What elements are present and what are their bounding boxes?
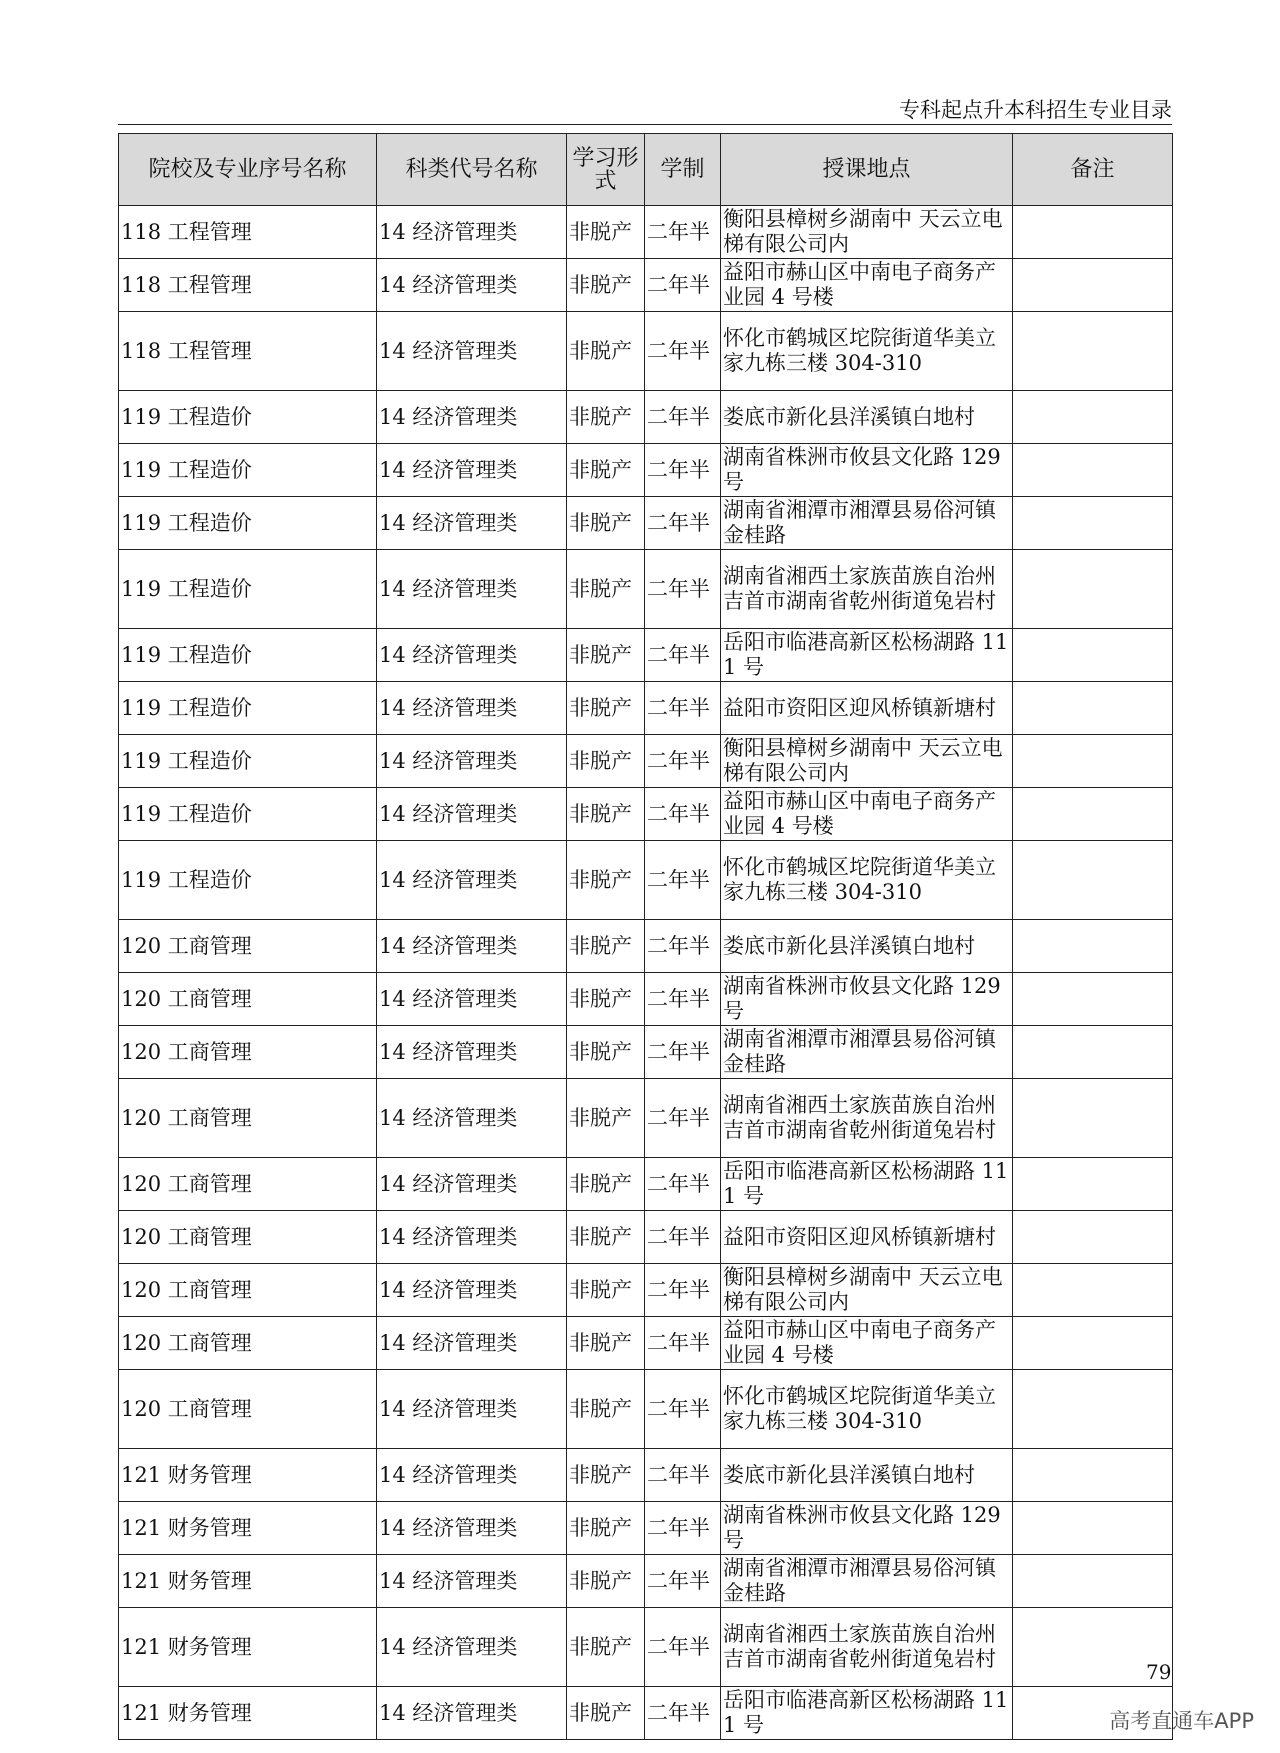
cell-major: 121 财务管理 xyxy=(119,1608,377,1687)
cell-major: 120 工商管理 xyxy=(119,920,377,973)
cell-category: 14 经济管理类 xyxy=(377,391,567,444)
cell-major: 119 工程造价 xyxy=(119,497,377,550)
cell-study-form: 非脱产 xyxy=(567,444,645,497)
cell-location: 湖南省株洲市攸县文化路 129 号 xyxy=(721,444,1013,497)
table-row xyxy=(119,920,1173,973)
table-row xyxy=(119,1449,1173,1502)
column-header-location: 授课地点 xyxy=(721,134,1013,206)
cell-category: 14 经济管理类 xyxy=(377,629,567,682)
cell-study-form: 非脱产 xyxy=(567,1264,645,1317)
cell-duration: 二年半 xyxy=(645,1211,721,1264)
cell-note xyxy=(1013,312,1173,391)
table-row xyxy=(119,841,1173,920)
cell-major: 120 工商管理 xyxy=(119,1211,377,1264)
cell-location: 衡阳县樟树乡湖南中 天云立电梯有限公司内 xyxy=(721,735,1013,788)
table-row xyxy=(119,1317,1173,1370)
cell-location: 湖南省湘潭市湘潭县易俗河镇金桂路 xyxy=(721,1026,1013,1079)
cell-major: 120 工商管理 xyxy=(119,1317,377,1370)
cell-location: 益阳市赫山区中南电子商务产业园 4 号楼 xyxy=(721,1317,1013,1370)
cell-note xyxy=(1013,1158,1173,1211)
cell-category: 14 经济管理类 xyxy=(377,497,567,550)
cell-location: 湖南省湘潭市湘潭县易俗河镇金桂路 xyxy=(721,497,1013,550)
cell-major: 120 工商管理 xyxy=(119,1370,377,1449)
page-header-title: 专科起点升本科招生专业目录 xyxy=(899,98,1172,122)
cell-study-form: 非脱产 xyxy=(567,1449,645,1502)
table-row xyxy=(119,259,1173,312)
cell-category: 14 经济管理类 xyxy=(377,1026,567,1079)
cell-study-form: 非脱产 xyxy=(567,629,645,682)
cell-category: 14 经济管理类 xyxy=(377,1449,567,1502)
catalog-table xyxy=(118,133,1173,1740)
cell-major: 120 工商管理 xyxy=(119,973,377,1026)
cell-study-form: 非脱产 xyxy=(567,391,645,444)
cell-category: 14 经济管理类 xyxy=(377,312,567,391)
cell-study-form: 非脱产 xyxy=(567,788,645,841)
cell-location: 湖南省湘西土家族苗族自治州吉首市湖南省乾州街道兔岩村 xyxy=(721,1079,1013,1158)
cell-category: 14 经济管理类 xyxy=(377,1555,567,1608)
table-header-row xyxy=(119,134,1173,206)
cell-major: 119 工程造价 xyxy=(119,682,377,735)
cell-note xyxy=(1013,1317,1173,1370)
cell-duration: 二年半 xyxy=(645,497,721,550)
cell-category: 14 经济管理类 xyxy=(377,259,567,312)
cell-location: 益阳市赫山区中南电子商务产业园 4 号楼 xyxy=(721,788,1013,841)
cell-major: 118 工程管理 xyxy=(119,259,377,312)
cell-location: 益阳市赫山区中南电子商务产业园 4 号楼 xyxy=(721,259,1013,312)
cell-location: 岳阳市临港高新区松杨湖路 111 号 xyxy=(721,1158,1013,1211)
table-row xyxy=(119,629,1173,682)
column-header-study-form: 学习形式 xyxy=(567,134,645,206)
cell-location: 益阳市资阳区迎风桥镇新塘村 xyxy=(721,682,1013,735)
table-row xyxy=(119,1158,1173,1211)
cell-major: 121 财务管理 xyxy=(119,1687,377,1740)
cell-major: 121 财务管理 xyxy=(119,1502,377,1555)
cell-location: 娄底市新化县洋溪镇白地村 xyxy=(721,920,1013,973)
cell-category: 14 经济管理类 xyxy=(377,1211,567,1264)
cell-major: 119 工程造价 xyxy=(119,788,377,841)
cell-location: 娄底市新化县洋溪镇白地村 xyxy=(721,391,1013,444)
table-body xyxy=(119,206,1173,1740)
cell-study-form: 非脱产 xyxy=(567,1608,645,1687)
cell-category: 14 经济管理类 xyxy=(377,735,567,788)
cell-duration: 二年半 xyxy=(645,1555,721,1608)
cell-duration: 二年半 xyxy=(645,312,721,391)
column-header-duration: 学制 xyxy=(645,134,721,206)
cell-category: 14 经济管理类 xyxy=(377,444,567,497)
cell-category: 14 经济管理类 xyxy=(377,682,567,735)
cell-study-form: 非脱产 xyxy=(567,1211,645,1264)
column-header-note: 备注 xyxy=(1013,134,1173,206)
cell-location: 湖南省湘潭市湘潭县易俗河镇金桂路 xyxy=(721,1555,1013,1608)
column-header-major: 院校及专业序号名称 xyxy=(119,134,377,206)
cell-category: 14 经济管理类 xyxy=(377,1687,567,1740)
cell-study-form: 非脱产 xyxy=(567,550,645,629)
cell-location: 益阳市资阳区迎风桥镇新塘村 xyxy=(721,1211,1013,1264)
table-row xyxy=(119,206,1173,259)
cell-duration: 二年半 xyxy=(645,391,721,444)
cell-major: 120 工商管理 xyxy=(119,1264,377,1317)
cell-study-form: 非脱产 xyxy=(567,1502,645,1555)
cell-note xyxy=(1013,1079,1173,1158)
table-row xyxy=(119,735,1173,788)
table-row xyxy=(119,312,1173,391)
cell-study-form: 非脱产 xyxy=(567,1079,645,1158)
watermark-text: 高考直通车APP xyxy=(1109,1709,1254,1733)
cell-major: 119 工程造价 xyxy=(119,735,377,788)
cell-major: 121 财务管理 xyxy=(119,1449,377,1502)
table-row xyxy=(119,973,1173,1026)
cell-study-form: 非脱产 xyxy=(567,1317,645,1370)
cell-study-form: 非脱产 xyxy=(567,1555,645,1608)
cell-location: 怀化市鹤城区坨院街道华美立家九栋三楼 304-310 xyxy=(721,312,1013,391)
cell-note xyxy=(1013,788,1173,841)
cell-category: 14 经济管理类 xyxy=(377,841,567,920)
cell-category: 14 经济管理类 xyxy=(377,1370,567,1449)
table-row xyxy=(119,550,1173,629)
cell-major: 119 工程造价 xyxy=(119,841,377,920)
cell-duration: 二年半 xyxy=(645,973,721,1026)
cell-duration: 二年半 xyxy=(645,206,721,259)
cell-note xyxy=(1013,497,1173,550)
cell-major: 120 工商管理 xyxy=(119,1079,377,1158)
cell-note xyxy=(1013,444,1173,497)
cell-duration: 二年半 xyxy=(645,1158,721,1211)
cell-note xyxy=(1013,841,1173,920)
cell-study-form: 非脱产 xyxy=(567,920,645,973)
cell-note xyxy=(1013,682,1173,735)
table-row xyxy=(119,1264,1173,1317)
cell-duration: 二年半 xyxy=(645,1608,721,1687)
cell-major: 119 工程造价 xyxy=(119,444,377,497)
cell-duration: 二年半 xyxy=(645,629,721,682)
cell-duration: 二年半 xyxy=(645,788,721,841)
table-row xyxy=(119,1502,1173,1555)
cell-major: 119 工程造价 xyxy=(119,550,377,629)
cell-category: 14 经济管理类 xyxy=(377,920,567,973)
cell-note xyxy=(1013,1264,1173,1317)
cell-major: 120 工商管理 xyxy=(119,1158,377,1211)
cell-duration: 二年半 xyxy=(645,1687,721,1740)
cell-duration: 二年半 xyxy=(645,1079,721,1158)
cell-study-form: 非脱产 xyxy=(567,973,645,1026)
cell-note xyxy=(1013,735,1173,788)
cell-study-form: 非脱产 xyxy=(567,206,645,259)
cell-major: 121 财务管理 xyxy=(119,1555,377,1608)
cell-study-form: 非脱产 xyxy=(567,1158,645,1211)
table-row xyxy=(119,1026,1173,1079)
cell-category: 14 经济管理类 xyxy=(377,1502,567,1555)
cell-location: 娄底市新化县洋溪镇白地村 xyxy=(721,1449,1013,1502)
cell-location: 岳阳市临港高新区松杨湖路 111 号 xyxy=(721,629,1013,682)
table-row xyxy=(119,682,1173,735)
cell-category: 14 经济管理类 xyxy=(377,206,567,259)
table-row xyxy=(119,1687,1173,1740)
cell-duration: 二年半 xyxy=(645,920,721,973)
cell-major: 119 工程造价 xyxy=(119,391,377,444)
cell-location: 怀化市鹤城区坨院街道华美立家九栋三楼 304-310 xyxy=(721,841,1013,920)
cell-location: 湖南省株洲市攸县文化路 129 号 xyxy=(721,973,1013,1026)
cell-note xyxy=(1013,1449,1173,1502)
cell-study-form: 非脱产 xyxy=(567,259,645,312)
table-row xyxy=(119,1555,1173,1608)
table-row xyxy=(119,1079,1173,1158)
cell-note xyxy=(1013,1211,1173,1264)
cell-note xyxy=(1013,259,1173,312)
cell-major: 119 工程造价 xyxy=(119,629,377,682)
cell-note xyxy=(1013,1370,1173,1449)
cell-note xyxy=(1013,973,1173,1026)
table-row xyxy=(119,391,1173,444)
cell-note xyxy=(1013,1502,1173,1555)
cell-major: 118 工程管理 xyxy=(119,206,377,259)
table-row xyxy=(119,788,1173,841)
cell-study-form: 非脱产 xyxy=(567,312,645,391)
cell-duration: 二年半 xyxy=(645,550,721,629)
cell-category: 14 经济管理类 xyxy=(377,1317,567,1370)
cell-category: 14 经济管理类 xyxy=(377,1264,567,1317)
cell-category: 14 经济管理类 xyxy=(377,550,567,629)
cell-location: 衡阳县樟树乡湖南中 天云立电梯有限公司内 xyxy=(721,206,1013,259)
cell-duration: 二年半 xyxy=(645,1370,721,1449)
cell-note xyxy=(1013,1026,1173,1079)
cell-study-form: 非脱产 xyxy=(567,1370,645,1449)
table-row xyxy=(119,444,1173,497)
cell-location: 衡阳县樟树乡湖南中 天云立电梯有限公司内 xyxy=(721,1264,1013,1317)
cell-note xyxy=(1013,920,1173,973)
cell-location: 岳阳市临港高新区松杨湖路 111 号 xyxy=(721,1687,1013,1740)
cell-study-form: 非脱产 xyxy=(567,1687,645,1740)
cell-duration: 二年半 xyxy=(645,259,721,312)
table-row xyxy=(119,1370,1173,1449)
cell-location: 怀化市鹤城区坨院街道华美立家九栋三楼 304-310 xyxy=(721,1370,1013,1449)
table-row xyxy=(119,1608,1173,1687)
cell-study-form: 非脱产 xyxy=(567,497,645,550)
cell-category: 14 经济管理类 xyxy=(377,973,567,1026)
cell-duration: 二年半 xyxy=(645,735,721,788)
cell-category: 14 经济管理类 xyxy=(377,1608,567,1687)
cell-location: 湖南省湘西土家族苗族自治州吉首市湖南省乾州街道兔岩村 xyxy=(721,1608,1013,1687)
cell-duration: 二年半 xyxy=(645,444,721,497)
cell-major: 118 工程管理 xyxy=(119,312,377,391)
page-number: 79 xyxy=(1146,1660,1172,1684)
cell-category: 14 经济管理类 xyxy=(377,1079,567,1158)
cell-note xyxy=(1013,629,1173,682)
cell-category: 14 经济管理类 xyxy=(377,788,567,841)
cell-note xyxy=(1013,391,1173,444)
cell-study-form: 非脱产 xyxy=(567,682,645,735)
cell-duration: 二年半 xyxy=(645,1264,721,1317)
cell-category: 14 经济管理类 xyxy=(377,1158,567,1211)
cell-study-form: 非脱产 xyxy=(567,1026,645,1079)
cell-duration: 二年半 xyxy=(645,841,721,920)
cell-duration: 二年半 xyxy=(645,1449,721,1502)
header-rule xyxy=(118,124,1172,125)
cell-note xyxy=(1013,1555,1173,1608)
cell-location: 湖南省湘西土家族苗族自治州吉首市湖南省乾州街道兔岩村 xyxy=(721,550,1013,629)
cell-duration: 二年半 xyxy=(645,1317,721,1370)
cell-study-form: 非脱产 xyxy=(567,735,645,788)
cell-study-form: 非脱产 xyxy=(567,841,645,920)
table-row xyxy=(119,497,1173,550)
column-header-category: 科类代号名称 xyxy=(377,134,567,206)
table-row xyxy=(119,1211,1173,1264)
cell-duration: 二年半 xyxy=(645,682,721,735)
cell-note xyxy=(1013,206,1173,259)
cell-location: 湖南省株洲市攸县文化路 129 号 xyxy=(721,1502,1013,1555)
cell-major: 120 工商管理 xyxy=(119,1026,377,1079)
cell-duration: 二年半 xyxy=(645,1026,721,1079)
cell-duration: 二年半 xyxy=(645,1502,721,1555)
cell-note xyxy=(1013,550,1173,629)
